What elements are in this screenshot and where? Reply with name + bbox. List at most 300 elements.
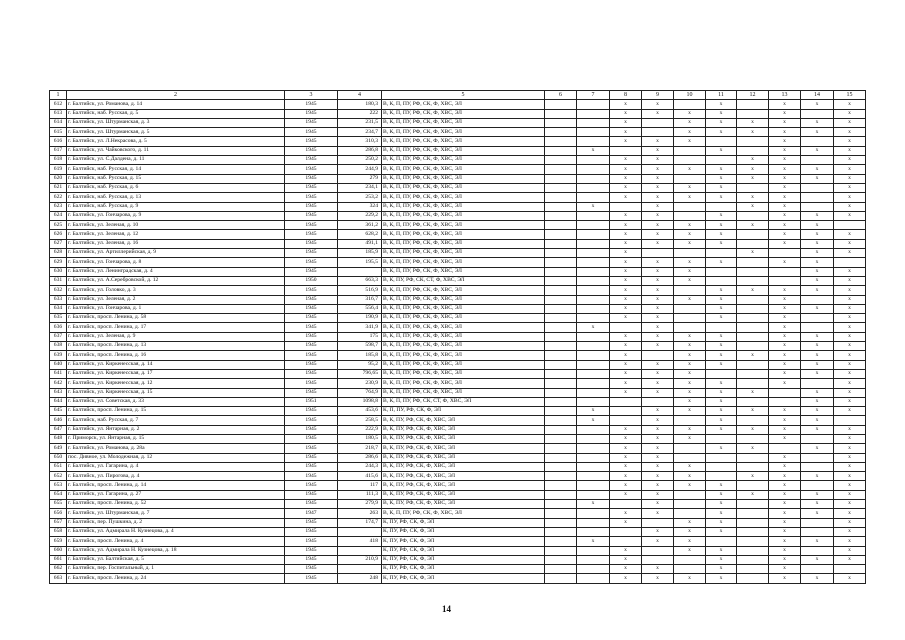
engineering-cell: В, К, П, ПУ, РФ, СК, Ф, ХВС, ЭЛ — [382, 379, 545, 388]
row-number-cell: 627 — [50, 239, 67, 248]
area-cell: 218,7 — [338, 444, 382, 453]
mark-cell: x — [642, 230, 674, 239]
mark-cell: x — [737, 165, 769, 174]
mark-cell: x — [769, 453, 801, 462]
engineering-cell: В, К, П, ПУ, РФ, СК, Ф, ХВС, ЭЛ — [382, 239, 545, 248]
mark-cell: x — [834, 183, 866, 192]
engineering-cell: В, К, П, ПУ, РФ, СК, Ф, ХВС, ЭЛ — [382, 230, 545, 239]
mark-cell: x — [706, 128, 737, 137]
mark-cell — [801, 137, 834, 146]
mark-cell — [545, 100, 577, 109]
engineering-cell: К, ПУ, РФ, СК, Ф, ЭЛ — [382, 518, 545, 527]
address-cell: г. Балтийск, ул. Ленинградская, д. 4 — [67, 267, 285, 276]
mark-cell: x — [610, 425, 642, 434]
mark-cell: x — [674, 239, 706, 248]
area-cell: 263 — [338, 509, 382, 518]
mark-cell: x — [674, 360, 706, 369]
mark-cell: x — [674, 369, 706, 378]
mark-cell — [769, 397, 801, 406]
address-cell: г. Балтийск, ул. Романова, д. 14 — [67, 100, 285, 109]
engineering-cell: В, К, П, ПУ, РФ, СК, Ф, ХВС, ЭЛ — [382, 304, 545, 313]
mark-cell: x — [706, 379, 737, 388]
mark-cell — [737, 211, 769, 220]
mark-cell: x — [674, 193, 706, 202]
mark-cell: x — [706, 407, 737, 416]
mark-cell: x — [610, 109, 642, 118]
mark-cell: x — [769, 221, 801, 230]
mark-cell: x — [610, 221, 642, 230]
address-cell: г. Балтийск, ул. Киркенесская, д. 17 — [67, 369, 285, 378]
mark-cell: x — [706, 360, 737, 369]
year-cell: 1945 — [285, 472, 338, 481]
table-row — [50, 537, 866, 546]
mark-cell: x — [610, 342, 642, 351]
year-cell: 1945 — [285, 555, 338, 564]
mark-cell: x — [610, 183, 642, 192]
mark-cell — [706, 323, 737, 332]
mark-cell: x — [610, 509, 642, 518]
area-cell — [338, 267, 382, 276]
mark-cell: x — [801, 537, 834, 546]
mark-cell — [706, 249, 737, 258]
engineering-cell: К, ПУ, РФ, СК, Ф, ЭЛ — [382, 555, 545, 564]
row-number-cell: 614 — [50, 118, 67, 127]
table-body — [50, 100, 866, 583]
mark-cell — [706, 434, 737, 443]
mark-cell — [737, 295, 769, 304]
mark-cell: x — [706, 574, 737, 583]
mark-cell: x — [801, 276, 834, 285]
mark-cell: x — [834, 500, 866, 509]
address-cell: г. Балтийск, просп. Ленина, д. 16 — [67, 351, 285, 360]
mark-cell: x — [642, 379, 674, 388]
mark-cell — [545, 425, 577, 434]
mark-cell — [737, 537, 769, 546]
address-cell: г. Балтийск, пер. Госпитальный, д. 1 — [67, 565, 285, 574]
mark-cell: x — [674, 230, 706, 239]
mark-cell — [801, 323, 834, 332]
mark-cell: x — [706, 221, 737, 230]
row-number-cell: 636 — [50, 323, 67, 332]
mark-cell — [545, 165, 577, 174]
mark-cell — [545, 323, 577, 332]
row-number-cell: 618 — [50, 156, 67, 165]
mark-cell: x — [769, 193, 801, 202]
year-cell: 1945 — [285, 462, 338, 471]
mark-cell: x — [769, 416, 801, 425]
mark-cell — [801, 314, 834, 323]
mark-cell: x — [834, 527, 866, 536]
area-cell — [338, 527, 382, 536]
mark-cell — [545, 462, 577, 471]
mark-cell: x — [834, 444, 866, 453]
mark-cell: x — [801, 304, 834, 313]
mark-cell: x — [674, 472, 706, 481]
row-number-cell: 652 — [50, 472, 67, 481]
row-number-cell: 617 — [50, 146, 67, 155]
mark-cell: x — [577, 202, 610, 211]
year-cell: 1945 — [285, 109, 338, 118]
mark-cell: x — [801, 332, 834, 341]
mark-cell: x — [737, 472, 769, 481]
table-row — [50, 527, 866, 536]
engineering-cell: В, К, П, ПУ, РФ, СК, Ф, ХВС, ЭЛ — [382, 323, 545, 332]
engineering-cell: В, К, П, ПУ, РФ, СК, Ф, ХВС, ЭЛ — [382, 221, 545, 230]
table-row — [50, 453, 866, 462]
area-cell: 453,6 — [338, 407, 382, 416]
row-number-cell: 646 — [50, 416, 67, 425]
address-cell: г. Балтийск, просп. Ленина, д. 58 — [67, 314, 285, 323]
header-cell: 5 — [382, 91, 545, 100]
mark-cell: x — [769, 472, 801, 481]
mark-cell: x — [706, 211, 737, 220]
mark-cell: x — [610, 351, 642, 360]
year-cell: 1945 — [285, 565, 338, 574]
mark-cell: x — [834, 388, 866, 397]
year-cell: 1945 — [285, 546, 338, 555]
mark-cell: x — [834, 174, 866, 183]
mark-cell — [577, 174, 610, 183]
mark-cell: x — [737, 202, 769, 211]
mark-cell — [801, 527, 834, 536]
mark-cell — [545, 434, 577, 443]
mark-cell — [674, 416, 706, 425]
mark-cell: x — [834, 267, 866, 276]
mark-cell: x — [642, 453, 674, 462]
year-cell: 1945 — [285, 518, 338, 527]
mark-cell: x — [674, 434, 706, 443]
mark-cell: x — [769, 109, 801, 118]
mark-cell — [545, 174, 577, 183]
address-cell: г. Балтийск, пер. Пушкина, д. 2 — [67, 518, 285, 527]
mark-cell: x — [834, 304, 866, 313]
row-number-cell: 657 — [50, 518, 67, 527]
area-cell: 598,7 — [338, 342, 382, 351]
mark-cell: x — [674, 267, 706, 276]
mark-cell — [737, 509, 769, 518]
address-cell: г. Балтийск, наб. Русская, д. 5 — [67, 109, 285, 118]
area-cell: 418 — [338, 537, 382, 546]
mark-cell: x — [706, 342, 737, 351]
mark-cell: x — [801, 444, 834, 453]
area-cell: 516,9 — [338, 286, 382, 295]
mark-cell — [577, 527, 610, 536]
table-row — [50, 137, 866, 146]
mark-cell — [545, 342, 577, 351]
table-row — [50, 230, 866, 239]
mark-cell: x — [610, 574, 642, 583]
mark-cell: x — [737, 388, 769, 397]
mark-cell: x — [706, 165, 737, 174]
table-row — [50, 304, 866, 313]
row-number-cell: 620 — [50, 174, 67, 183]
year-cell: 1945 — [285, 314, 338, 323]
year-cell: 1945 — [285, 500, 338, 509]
mark-cell — [577, 276, 610, 285]
address-cell: г. Балтийск, ул. Пирогова, д. 4 — [67, 472, 285, 481]
mark-cell: x — [706, 518, 737, 527]
row-number-cell: 662 — [50, 565, 67, 574]
mark-cell: x — [706, 118, 737, 127]
area-cell: 117 — [338, 481, 382, 490]
mark-cell: x — [769, 537, 801, 546]
area-cell: 316,7 — [338, 295, 382, 304]
engineering-cell: В, К, П, ПУ, РФ, СК, Ф, ХВС, ЭЛ — [382, 369, 545, 378]
mark-cell — [642, 546, 674, 555]
mark-cell: x — [642, 342, 674, 351]
year-cell: 1945 — [285, 351, 338, 360]
address-cell: г. Балтийск, просп. Ленина, д. 52 — [67, 500, 285, 509]
year-cell: 1945 — [285, 230, 338, 239]
table-row — [50, 174, 866, 183]
mark-cell: x — [610, 332, 642, 341]
table-row — [50, 211, 866, 220]
mark-cell — [610, 527, 642, 536]
mark-cell: x — [610, 304, 642, 313]
mark-cell: x — [706, 500, 737, 509]
mark-cell: x — [706, 388, 737, 397]
table-header — [50, 91, 866, 100]
mark-cell: x — [801, 286, 834, 295]
year-cell: 1945 — [285, 407, 338, 416]
table-row — [50, 546, 866, 555]
mark-cell: x — [834, 434, 866, 443]
row-number-cell: 661 — [50, 555, 67, 564]
mark-cell — [737, 332, 769, 341]
mark-cell: x — [642, 360, 674, 369]
mark-cell: x — [834, 490, 866, 499]
mark-cell: x — [769, 100, 801, 109]
engineering-cell: В, К, П, ПУ, РФ, СК, Ф, ХВС, ЭЛ — [382, 388, 545, 397]
mark-cell — [706, 472, 737, 481]
address-cell: г. Балтийск, ул. Гончарова, д. 8 — [67, 258, 285, 267]
mark-cell — [545, 146, 577, 155]
mark-cell — [737, 183, 769, 192]
table-row — [50, 165, 866, 174]
mark-cell: x — [801, 128, 834, 137]
area-cell: 764,9 — [338, 388, 382, 397]
address-cell: г. Балтийск, ул. Чайковского, д. 11 — [67, 146, 285, 155]
mark-cell — [737, 109, 769, 118]
mark-cell: x — [706, 146, 737, 155]
mark-cell: x — [642, 509, 674, 518]
address-cell: г. Балтийск, ул. Зеленая, д. 12 — [67, 230, 285, 239]
mark-cell: x — [834, 118, 866, 127]
mark-cell: x — [642, 481, 674, 490]
mark-cell: x — [769, 118, 801, 127]
mark-cell — [769, 267, 801, 276]
table-row — [50, 109, 866, 118]
mark-cell — [642, 397, 674, 406]
row-number-cell: 626 — [50, 230, 67, 239]
mark-cell: x — [769, 295, 801, 304]
mark-cell: x — [801, 118, 834, 127]
mark-cell: x — [834, 323, 866, 332]
mark-cell: x — [610, 555, 642, 564]
mark-cell: x — [642, 472, 674, 481]
mark-cell — [674, 249, 706, 258]
mark-cell — [545, 379, 577, 388]
year-cell: 1945 — [285, 258, 338, 267]
header-cell: 11 — [706, 91, 737, 100]
mark-cell: x — [801, 397, 834, 406]
mark-cell: x — [769, 230, 801, 239]
mark-cell: x — [706, 490, 737, 499]
year-cell: 1945 — [285, 295, 338, 304]
table-row — [50, 118, 866, 127]
mark-cell — [674, 490, 706, 499]
area-cell: 663,3 — [338, 276, 382, 285]
mark-cell: x — [769, 323, 801, 332]
year-cell: 1945 — [285, 369, 338, 378]
mark-cell — [737, 314, 769, 323]
mark-cell: x — [610, 379, 642, 388]
engineering-cell: В, К, П, ПУ, РФ, СК, Ф, ХВС, ЭЛ — [382, 202, 545, 211]
address-cell: пос. Дивное, ул. Молодежная, д. 12 — [67, 453, 285, 462]
mark-cell — [545, 416, 577, 425]
mark-cell — [545, 118, 577, 127]
mark-cell — [801, 156, 834, 165]
mark-cell: x — [737, 286, 769, 295]
mark-cell — [737, 481, 769, 490]
row-number-cell: 625 — [50, 221, 67, 230]
address-cell: г. Балтийск, ул. Киркенесская, д. 14 — [67, 360, 285, 369]
mark-cell: x — [610, 444, 642, 453]
row-number-cell: 635 — [50, 314, 67, 323]
mark-cell: x — [642, 537, 674, 546]
engineering-cell: В, К, ПУ, РФ, СК, Ф, ХВС, ЭЛ — [382, 416, 545, 425]
year-cell: 1945 — [285, 574, 338, 583]
table-row — [50, 472, 866, 481]
table-row — [50, 407, 866, 416]
mark-cell — [545, 239, 577, 248]
table-row — [50, 490, 866, 499]
mark-cell — [610, 407, 642, 416]
engineering-cell: К, ПУ, РФ, СК, Ф, ЭЛ — [382, 527, 545, 536]
year-cell: 1945 — [285, 453, 338, 462]
address-cell: г. Балтийск, ул. Киркенесская, д. 12 — [67, 379, 285, 388]
mark-cell: x — [834, 425, 866, 434]
mark-cell: x — [801, 574, 834, 583]
engineering-cell: В, К, П, ПУ, РФ, СК, Ф, ХВС, ЭЛ — [382, 314, 545, 323]
mark-cell: x — [769, 137, 801, 146]
mark-cell — [610, 323, 642, 332]
mark-cell: x — [610, 249, 642, 258]
mark-cell: x — [706, 314, 737, 323]
mark-cell — [674, 304, 706, 313]
engineering-cell: В, К, П, ПУ, РФ, СК, Ф, ХВС, ЭЛ — [382, 249, 545, 258]
header-cell: 6 — [545, 91, 577, 100]
mark-cell: x — [610, 462, 642, 471]
table-row — [50, 416, 866, 425]
mark-cell: x — [642, 183, 674, 192]
row-number-cell: 639 — [50, 351, 67, 360]
mark-cell: x — [642, 295, 674, 304]
mark-cell — [545, 332, 577, 341]
area-cell: 253,2 — [338, 193, 382, 202]
mark-cell — [737, 304, 769, 313]
mark-cell: x — [674, 332, 706, 341]
mark-cell: x — [642, 193, 674, 202]
area-cell: 279,9 — [338, 500, 382, 509]
mark-cell — [545, 221, 577, 230]
mark-cell: x — [769, 565, 801, 574]
mark-cell: x — [642, 565, 674, 574]
engineering-cell: В, К, П, ПУ, РФ, СК, Ф, ХВС, ЭЛ — [382, 193, 545, 202]
mark-cell — [577, 304, 610, 313]
mark-cell — [577, 239, 610, 248]
engineering-cell: В, К, П, ПУ, РФ, СК, СТ, Ф, ХВС, ЭЛ — [382, 397, 545, 406]
mark-cell — [737, 546, 769, 555]
mark-cell: x — [737, 351, 769, 360]
mark-cell — [706, 137, 737, 146]
mark-cell — [545, 137, 577, 146]
mark-cell: x — [706, 351, 737, 360]
mark-cell: x — [769, 574, 801, 583]
mark-cell: x — [610, 193, 642, 202]
mark-cell: x — [674, 425, 706, 434]
area-cell: 222 — [338, 109, 382, 118]
mark-cell — [577, 388, 610, 397]
engineering-cell: К, П, ПУ, РФ, СК, Ф, ЭЛ — [382, 407, 545, 416]
mark-cell: x — [834, 332, 866, 341]
row-number-cell: 632 — [50, 286, 67, 295]
mark-cell — [577, 481, 610, 490]
mark-cell: x — [642, 286, 674, 295]
address-cell: г. Балтийск, ул. Штурманская, д. 5 — [67, 128, 285, 137]
mark-cell: x — [834, 100, 866, 109]
table-row — [50, 444, 866, 453]
year-cell: 1951 — [285, 397, 338, 406]
mark-cell: x — [610, 388, 642, 397]
mark-cell — [674, 453, 706, 462]
mark-cell: x — [674, 128, 706, 137]
mark-cell — [674, 509, 706, 518]
mark-cell — [737, 342, 769, 351]
mark-cell: x — [674, 462, 706, 471]
mark-cell: x — [769, 509, 801, 518]
mark-cell: x — [834, 472, 866, 481]
area-cell: 95,2 — [338, 360, 382, 369]
row-number-cell: 651 — [50, 462, 67, 471]
mark-cell: x — [642, 462, 674, 471]
mark-cell: x — [769, 369, 801, 378]
row-number-cell: 615 — [50, 128, 67, 137]
area-cell: 234,7 — [338, 128, 382, 137]
table-row — [50, 369, 866, 378]
mark-cell: x — [674, 342, 706, 351]
mark-cell — [577, 518, 610, 527]
mark-cell — [769, 444, 801, 453]
table-row — [50, 388, 866, 397]
engineering-cell: В, К, ПУ, РФ, СК, Ф, ХВС, ЭЛ — [382, 462, 545, 471]
mark-cell — [674, 100, 706, 109]
address-cell: г. Балтийск, наб. Русская, д. 15 — [67, 174, 285, 183]
mark-cell: x — [769, 462, 801, 471]
address-cell: г. Балтийск, ул. Головко, д. 3 — [67, 286, 285, 295]
address-cell: г. Балтийск, просп. Ленина, д. 15 — [67, 407, 285, 416]
mark-cell: x — [706, 397, 737, 406]
mark-cell — [801, 379, 834, 388]
mark-cell: x — [834, 360, 866, 369]
mark-cell — [737, 434, 769, 443]
mark-cell — [610, 146, 642, 155]
mark-cell: x — [769, 425, 801, 434]
mark-cell — [737, 146, 769, 155]
address-cell: г. Балтийск, ул. Гончарова, д. 9 — [67, 211, 285, 220]
mark-cell — [545, 295, 577, 304]
area-cell: 361,2 — [338, 221, 382, 230]
